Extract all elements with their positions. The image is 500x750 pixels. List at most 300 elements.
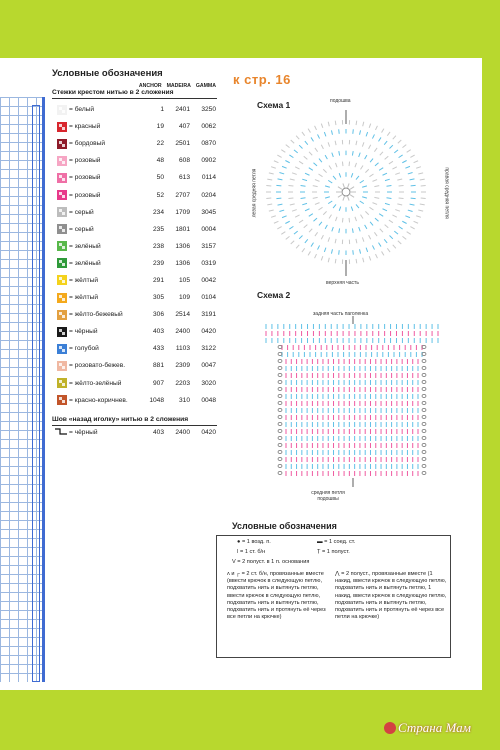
stitch-mark: [349, 218, 350, 222]
chain-mark: [278, 367, 282, 370]
thread-name: = зелёный: [69, 259, 101, 267]
stitch-mark: [318, 134, 320, 138]
chain-mark: [278, 451, 282, 454]
stitch-mark: [339, 228, 340, 232]
chain-mark: [422, 458, 426, 461]
legend-row: [52, 118, 217, 135]
stitch-mark: [360, 201, 364, 204]
stitch-mark: [335, 163, 337, 167]
stitch-mark: [335, 121, 336, 125]
color-swatch-icon: [57, 207, 67, 217]
stitch-mark: [311, 137, 314, 141]
stitch-mark: [308, 251, 310, 255]
symbol-slip: ▬ = 1 соед. ст.: [317, 539, 356, 545]
anchor-number: 19: [156, 123, 164, 131]
stitch-mark: [389, 220, 393, 223]
thread-name: = чёрный: [69, 328, 98, 336]
stitch-mark: [360, 130, 361, 134]
backstitch-line-icon: [55, 428, 69, 438]
stitch-mark: [343, 183, 345, 187]
stitch-mark: [379, 243, 382, 247]
chain-mark: [422, 430, 426, 433]
backstitch-gamma: 0420: [201, 429, 216, 437]
stitch-mark: [353, 250, 354, 254]
stitch-mark: [389, 161, 393, 164]
legend-rows: [52, 101, 217, 409]
brand-gamma: GAMMA: [195, 83, 216, 89]
stitch-mark: [356, 121, 357, 125]
thread-name: = розовый: [69, 174, 101, 182]
thread-legend: [52, 68, 217, 440]
stitch-mark: [398, 241, 401, 244]
stitch-mark: [374, 186, 379, 187]
schema1-right-label: правая средняя петля: [443, 167, 450, 219]
stitch-mark: [407, 232, 411, 235]
stitch-mark: [365, 225, 367, 229]
stitch-mark: [302, 203, 307, 204]
stitch-mark: [402, 161, 406, 163]
stitch-mark: [385, 203, 390, 204]
chain-mark: [422, 381, 426, 384]
single-crochet-icon: ǀ: [237, 549, 239, 555]
color-swatch-icon: [57, 275, 67, 285]
stitch-mark: [324, 132, 326, 136]
stitch-mark: [319, 222, 322, 226]
hdc-decrease-icon: ⋀: [335, 571, 340, 577]
chain-mark: [278, 472, 282, 475]
stitch-mark: [350, 187, 354, 190]
color-swatch-icon: [57, 258, 67, 268]
schema2-title: Схема 2: [257, 290, 291, 300]
chain-mark: [422, 367, 426, 370]
stitch-mark: [290, 179, 295, 180]
stitch-mark: [279, 173, 284, 174]
color-swatch-icon: [57, 105, 67, 115]
chain-mark: [422, 395, 426, 398]
stitch-mark: [281, 232, 285, 235]
thread-name: = жёлто-зелёный: [69, 379, 122, 387]
stitch-mark: [271, 167, 276, 169]
stitch-mark: [302, 132, 305, 136]
legend-row: [52, 255, 217, 272]
gamma-number: 3020: [201, 379, 216, 387]
schema2-top-label: задняя часть паголенка: [313, 311, 369, 317]
stitch-mark: [348, 183, 350, 187]
stitch-mark: [356, 239, 357, 243]
stitch-mark: [387, 248, 390, 252]
stitch-mark: [385, 156, 389, 159]
stitch-mark: [362, 197, 367, 198]
madeira-number: 2707: [175, 191, 190, 199]
stitch-mark: [394, 231, 398, 234]
stitch-mark: [282, 216, 287, 218]
stitch-mark: [379, 168, 383, 171]
embroidery-chart-outline: [32, 105, 40, 682]
color-swatch-icon: [57, 293, 67, 303]
stitch-mark: [351, 207, 353, 211]
thread-name: = розовый: [69, 157, 101, 165]
stitch-mark: [363, 258, 364, 262]
stitch-mark: [325, 225, 327, 229]
madeira-number: 1801: [175, 225, 190, 233]
chain-mark: [278, 402, 282, 405]
stitch-mark: [372, 203, 377, 205]
stitch-mark: [418, 210, 423, 211]
color-swatch-icon: [57, 173, 67, 183]
stitch-mark: [302, 179, 307, 180]
chain-mark: [422, 360, 426, 363]
stitch-mark: [315, 126, 317, 130]
legend-row: [52, 152, 217, 169]
thread-name: = серый: [69, 208, 94, 216]
stitch-mark: [304, 225, 308, 228]
schema1-top-label: подошва: [330, 98, 351, 104]
stitch-mark: [399, 226, 403, 229]
stitch-mark: [286, 145, 290, 148]
brand-anchor: ANCHOR: [138, 83, 162, 89]
stitch-mark: [369, 256, 371, 260]
stitch-mark: [324, 248, 326, 252]
stitch-mark: [288, 198, 293, 199]
page-frame-right: [482, 0, 500, 750]
stitch-mark: [399, 185, 404, 186]
stitch-mark: [362, 186, 367, 187]
stitch-mark: [319, 159, 322, 163]
stitch-mark: [292, 210, 297, 212]
gamma-number: 0319: [201, 259, 216, 267]
stitch-mark: [328, 201, 332, 204]
stitch-mark: [349, 162, 350, 166]
stitch-mark: [285, 161, 289, 163]
chain-mark: [422, 472, 426, 475]
color-swatch-icon: [57, 156, 67, 166]
anchor-number: 22: [156, 140, 164, 148]
stitch-mark: [397, 204, 402, 205]
anchor-number: 235: [152, 225, 164, 233]
gamma-number: 0204: [201, 191, 216, 199]
stitch-mark: [360, 249, 361, 253]
hdc-increase-icon: V: [232, 559, 236, 565]
madeira-number: 407: [178, 123, 190, 131]
stitch-mark: [418, 173, 423, 174]
stitch-mark: [365, 155, 367, 159]
gamma-number: 0902: [201, 157, 216, 165]
stitch-mark: [395, 210, 400, 212]
gamma-number: 0047: [201, 362, 216, 370]
chain-mark: [422, 423, 426, 426]
page-reference: к стр. 16: [233, 72, 291, 87]
stitch-mark: [384, 239, 387, 243]
stitch-mark: [386, 186, 391, 187]
anchor-number: 306: [152, 311, 164, 319]
legend-row: [52, 204, 217, 221]
stitch-mark: [277, 227, 281, 229]
stitch-mark: [328, 258, 329, 262]
slip-stitch-icon: ▬: [317, 539, 323, 545]
anchor-number: 433: [152, 345, 164, 353]
backstitch-row: [52, 426, 217, 440]
color-swatch-icon: [57, 139, 67, 149]
stitch-mark: [315, 232, 318, 236]
chain-stitch-icon: ●: [237, 539, 241, 545]
symbols-box: [216, 535, 451, 658]
gamma-number: 3157: [201, 242, 216, 250]
stitch-mark: [305, 141, 308, 145]
legend-row: [52, 238, 217, 255]
color-swatch-icon: [57, 190, 67, 200]
stitch-mark: [370, 222, 373, 226]
legend-row: [52, 340, 217, 357]
stitch-mark: [328, 237, 330, 241]
stitch-mark: [398, 140, 401, 143]
watermark: Страна Мам: [398, 720, 471, 735]
stitch-mark: [333, 176, 336, 180]
stitch-mark: [352, 228, 353, 232]
gamma-number: 3191: [201, 311, 216, 319]
anchor-number: 403: [152, 328, 164, 336]
stitch-mark: [290, 204, 295, 205]
stitch-mark: [369, 235, 371, 239]
thread-name: = белый: [69, 106, 95, 114]
stitch-mark: [370, 159, 373, 163]
stitch-mark: [301, 198, 306, 199]
legend-row: [52, 135, 217, 152]
chain-mark: [278, 346, 282, 349]
chain-mark: [278, 409, 282, 412]
stitch-mark: [408, 173, 413, 174]
thread-name: = серый: [69, 225, 94, 233]
brand-madeira: MADEIRA: [166, 83, 191, 89]
madeira-number: 1306: [175, 259, 190, 267]
stitch-mark: [339, 151, 340, 155]
stitch-mark: [299, 220, 303, 223]
stitch-mark: [402, 145, 406, 148]
stitch-mark: [301, 186, 306, 187]
stitch-mark: [335, 259, 336, 263]
stitch-mark: [315, 254, 317, 258]
stitch-mark: [311, 243, 314, 247]
madeira-number: 2309: [175, 362, 190, 370]
legend-subtitle: Стежки крестом нитью в 2 сложения: [52, 89, 217, 99]
stitch-mark: [321, 235, 323, 239]
stitch-mark: [304, 156, 308, 159]
stitch-mark: [416, 216, 421, 218]
stitch-mark: [410, 227, 414, 229]
thread-name: = красный: [69, 123, 101, 131]
symbol-hdc-dec: ⋀ = 2 полуст., провязанные вместе (1 накид, ввести крючок в следующую петлю, подхватить нить и вытянуть петлю, 1 накид, ввести крючок в следующую петлю, подхватить нить и вытянуть петлю, подхватить нить и протянуть её через все петли на крючке): [335, 571, 447, 621]
anchor-number: 881: [152, 362, 164, 370]
color-swatch-icon: [57, 378, 67, 388]
stitch-mark: [281, 150, 285, 153]
legend-row: [52, 272, 217, 289]
stitch-mark: [382, 129, 384, 133]
stitch-mark: [387, 132, 390, 136]
stitch-mark: [360, 180, 364, 183]
thread-name: = красно-коричнев.: [69, 396, 128, 404]
color-swatch-icon: [57, 310, 67, 320]
stitch-mark: [302, 248, 305, 252]
stitch-mark: [405, 216, 410, 218]
chain-mark: [422, 353, 426, 356]
stitch-mark: [342, 162, 343, 166]
stitch-mark: [392, 215, 396, 217]
stitch-mark: [379, 137, 382, 141]
stitch-mark: [369, 145, 371, 149]
color-swatch-icon: [57, 241, 67, 251]
legend-row: [52, 169, 217, 186]
stitch-mark: [339, 173, 341, 177]
stitch-mark: [405, 166, 410, 168]
stitch-mark: [318, 207, 322, 210]
stitch-mark: [299, 161, 303, 164]
stitch-mark: [291, 140, 294, 143]
madeira-number: 1103: [175, 345, 190, 353]
chain-mark: [278, 388, 282, 391]
anchor-number: 52: [156, 191, 164, 199]
stitch-mark: [353, 129, 354, 133]
stitch-mark: [315, 180, 320, 182]
stitch-mark: [408, 210, 413, 211]
color-swatch-icon: [57, 361, 67, 371]
gamma-number: 0420: [201, 328, 216, 336]
gamma-number: 0114: [201, 174, 216, 182]
stitch-mark: [269, 173, 274, 174]
stitch-mark: [274, 221, 279, 223]
schema2-diagram: [258, 312, 448, 487]
backstitch-anchor: 403: [152, 429, 164, 437]
stitch-mark: [318, 174, 322, 177]
stitch-mark: [294, 231, 298, 234]
stitch-mark: [389, 145, 392, 148]
anchor-number: 238: [152, 242, 164, 250]
stitch-mark: [325, 155, 327, 159]
backstitch-name: = чёрный: [69, 429, 98, 437]
stitch-mark: [375, 254, 377, 258]
stitch-mark: [332, 227, 334, 231]
stitch-mark: [375, 218, 379, 221]
chain-mark: [278, 416, 282, 419]
chain-mark: [278, 353, 282, 356]
stitch-mark: [321, 256, 323, 260]
stitch-mark: [313, 186, 318, 187]
stitch-mark: [289, 226, 293, 229]
legend-row: [52, 323, 217, 340]
stitch-mark: [288, 185, 293, 186]
gamma-number: 0104: [201, 294, 216, 302]
stitch-mark: [305, 209, 309, 211]
stitch-mark: [335, 217, 337, 221]
color-swatch-icon: [57, 344, 67, 354]
stitch-mark: [289, 155, 293, 158]
stitch-mark: [389, 235, 392, 238]
stitch-mark: [355, 163, 357, 167]
stitch-mark: [385, 225, 389, 228]
stitch-mark: [313, 218, 317, 221]
madeira-number: 310: [178, 396, 190, 404]
stitch-mark: [356, 204, 359, 208]
madeira-number: 2501: [175, 140, 190, 148]
stitch-mark: [393, 136, 396, 140]
sc-decrease-icon: ʌ и ┌: [227, 571, 240, 577]
madeira-number: 109: [178, 294, 190, 302]
stitch-mark: [292, 173, 297, 175]
madeira-number: 2514: [175, 311, 190, 319]
madeira-number: 1709: [175, 208, 190, 216]
stitch-mark: [352, 151, 353, 155]
chain-mark: [422, 346, 426, 349]
thread-name: = голубой: [69, 345, 99, 353]
stitch-mark: [379, 214, 383, 217]
stitch-mark: [305, 173, 309, 175]
stitch-mark: [351, 173, 353, 177]
chain-mark: [278, 381, 282, 384]
symbol-hdc: Ṭ = 1 полуст.: [317, 549, 350, 555]
symbol-sc-dec: ʌ и ┌ = 2 ст. б/н, провязанные вместе (ввести крючок в следующую петлю, подхватить нить и вытянуть петлю, ввести крючок в следующую петлю, подхватить нить и вытянуть петлю, подхватить нить и протянуть её через все петли на крючке): [227, 571, 326, 621]
stitch-mark: [407, 150, 411, 153]
stitch-mark: [416, 167, 421, 169]
thread-name: = жёлто-бежевый: [69, 311, 123, 319]
stitch-mark: [313, 163, 317, 166]
stitch-mark: [305, 239, 308, 243]
thread-name: = розовый: [69, 191, 101, 199]
madeira-number: 2400: [175, 328, 190, 336]
stitch-mark: [318, 245, 320, 249]
chain-mark: [278, 430, 282, 433]
stitch-mark: [321, 124, 323, 128]
madeira-number: 105: [178, 276, 190, 284]
chain-mark: [278, 360, 282, 363]
stitch-mark: [323, 169, 326, 172]
stitch-mark: [295, 167, 299, 169]
stitch-mark: [299, 145, 302, 148]
symbol-chain: ● = 1 возд. п.: [237, 539, 271, 545]
stitch-mark: [278, 204, 283, 205]
legend-row: [52, 186, 217, 203]
anchor-number: 907: [152, 379, 164, 387]
stitch-mark: [325, 197, 330, 198]
backstitch-madeira: 2400: [175, 429, 190, 437]
stitch-mark: [309, 168, 313, 171]
chain-mark: [422, 437, 426, 440]
stitch-mark: [309, 214, 313, 217]
thread-name: = жёлтый: [69, 276, 99, 284]
thread-name: = бордовый: [69, 140, 106, 148]
stitch-mark: [332, 153, 334, 157]
stitch-mark: [356, 141, 357, 145]
chain-mark: [278, 458, 282, 461]
madeira-number: 2401: [175, 106, 190, 114]
stitch-mark: [366, 248, 368, 252]
stitch-mark: [267, 204, 272, 205]
anchor-number: 305: [152, 294, 164, 302]
stitch-mark: [339, 250, 340, 254]
color-swatch-icon: [57, 327, 67, 337]
stitch-mark: [361, 165, 364, 169]
stitch-mark: [267, 179, 272, 180]
stitch-mark: [395, 173, 400, 175]
stitch-mark: [361, 215, 364, 219]
stitch-mark: [366, 132, 368, 136]
stitch-mark: [286, 236, 290, 239]
chain-mark: [278, 395, 282, 398]
thread-name: = розовато-бежев.: [69, 362, 126, 370]
chain-mark: [422, 416, 426, 419]
madeira-number: 2203: [175, 379, 190, 387]
stitch-mark: [331, 130, 332, 134]
stitch-mark: [392, 167, 396, 169]
color-swatch-icon: [57, 395, 67, 405]
stitch-mark: [315, 203, 320, 205]
